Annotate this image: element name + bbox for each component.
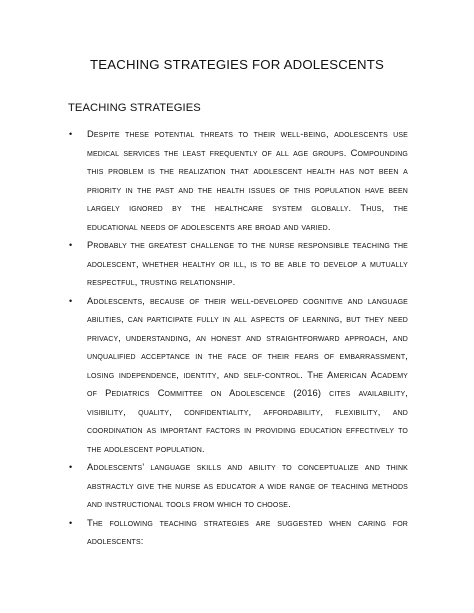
bullet-icon: • <box>69 129 73 139</box>
list-item <box>68 458 408 514</box>
bullet-icon: • <box>69 517 73 528</box>
bullet-text: Adolescents’ language skills and ability to conceptualize and think abstractly give the nurse as educator a wide range of teaching methods and instructional tools from which to choose. <box>87 462 408 509</box>
bullet-text: The following teaching strategies are suggested when caring for adolescents: <box>87 517 408 546</box>
list-item <box>68 125 408 236</box>
section-heading: TEACHING STRATEGIES <box>68 102 201 114</box>
bullet-icon: • <box>69 295 73 306</box>
bullet-text: Probably the greatest challenge to the nurse responsible teaching the adolescent, whether healthy or ill, is to be able to develop a mutually respectful, trusting relationship. <box>87 240 408 287</box>
list-item <box>68 236 408 292</box>
bullet-icon: • <box>69 462 73 472</box>
bullet-text: Despite these potential threats to their well-being, adolescents use medical services the least frequently of all age groups. Compounding this problem is the realization that adolescent health has not been a priority in the past and the health issues of this population have been largely ignored by the healthcare system globally. Thus, the educational needs of adolescents are broad and varied. <box>87 129 408 232</box>
document-title: TEACHING STRATEGIES FOR ADOLESCENTS <box>90 57 384 72</box>
bullet-list <box>68 125 408 551</box>
bullet-icon: • <box>69 240 73 250</box>
list-item <box>68 292 408 459</box>
bullet-text: Adolescents, because of their well-developed cognitive and language abilities, can participate fully in all aspects of learning, but they need privacy, understanding, an honest and straightforward approach, and unqualified acceptance in the face of their fears of embarrassment, losing independence, identity, and self-control. The American Academy of Pediatrics Committee on Adolescence (2016) cites availability, visibility, quality, confidentiality, affordability, flexibility, and coordination as important factors in providing education effectively to the adolescent population. <box>87 295 408 454</box>
list-item <box>68 514 408 551</box>
